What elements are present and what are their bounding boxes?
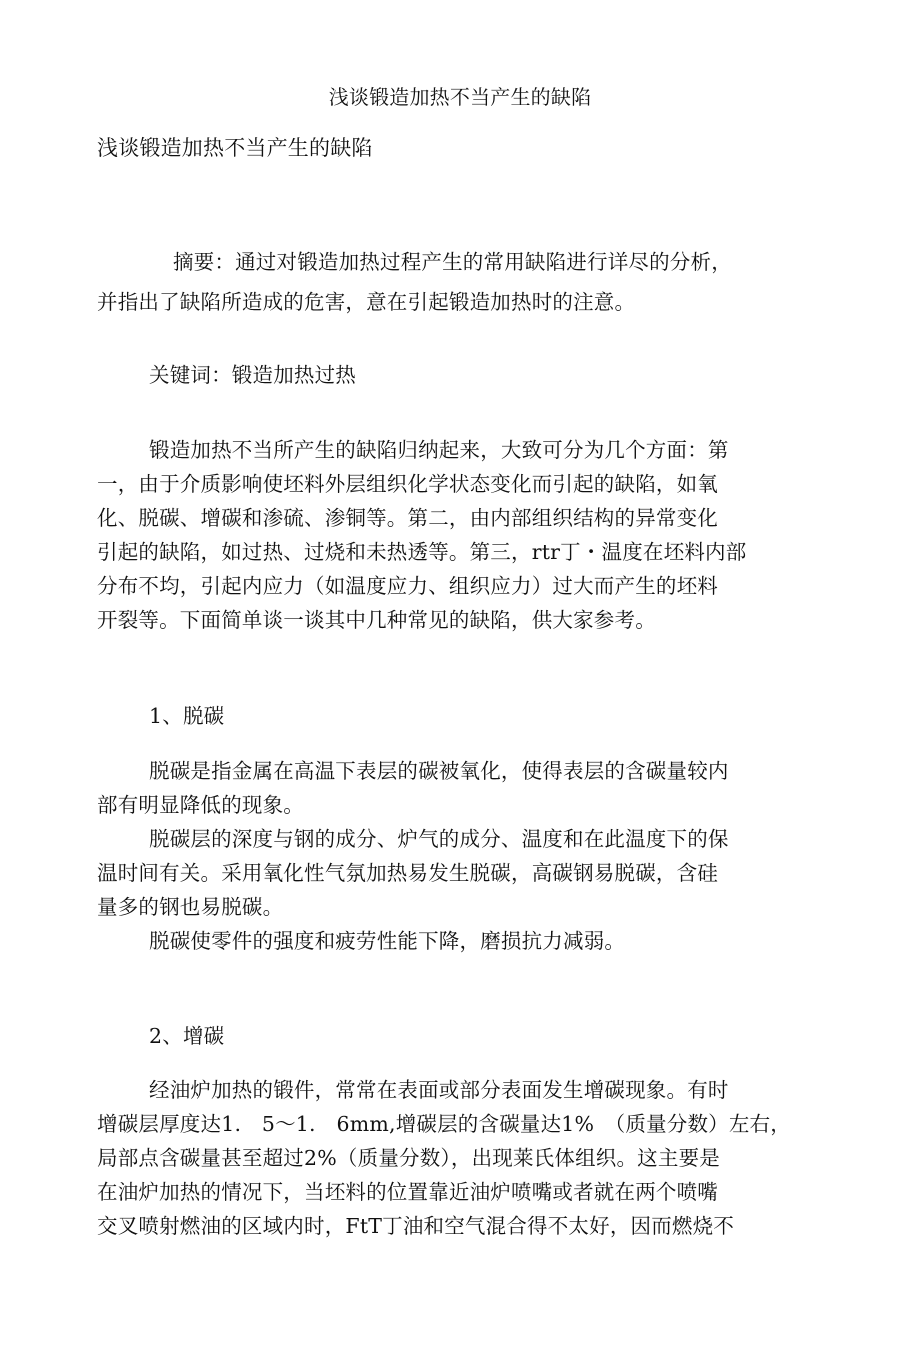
body-line: 温时间有关。采用氧化性气氛加热易发生脱碳，高碳钢易脱碳，含硅	[97, 861, 718, 885]
intro-line: 开裂等。下面简单谈一谈其中几种常见的缺陷，供大家参考。	[97, 608, 656, 632]
section2-body	[97, 1073, 791, 1243]
body-line: 部有明显降低的现象。	[97, 793, 304, 817]
abstract-line: 并指出了缺陷所造成的危害，意在引起锻造加热时的注意。	[97, 290, 636, 314]
body-line: 脱碳是指金属在高温下表层的碳被氧化，使得表层的含碳量较内	[149, 759, 729, 783]
body-line: 交叉喷射燃油的区域内时，FtT丁油和空气混合得不太好，因而燃烧不	[97, 1214, 735, 1238]
intro-line: 分布不均，引起内应力（如温度应力、组织应力）过大而产生的坯料	[97, 574, 718, 598]
body-line: 经油炉加热的锻件，常常在表面或部分表面发生增碳现象。有时	[149, 1078, 729, 1102]
intro-paragraph	[97, 433, 787, 637]
section-heading: 1、脱碳	[149, 704, 225, 728]
abstract-line: 摘要：通过对锻造加热过程产生的常用缺陷进行详尽的分析，	[173, 250, 732, 274]
keywords-line	[97, 358, 787, 392]
document-title: 浅谈锻造加热不当产生的缺陷	[328, 85, 592, 109]
section2-heading	[97, 1019, 787, 1053]
abstract-paragraph	[97, 245, 787, 319]
section-heading: 2、增碳	[149, 1024, 225, 1048]
body-line: 脱碳使零件的强度和疲劳性能下降，磨损抗力减弱。	[149, 929, 626, 953]
intro-line: 锻造加热不当所产生的缺陷归纳起来，大致可分为几个方面：第	[149, 438, 729, 462]
keywords-text: 关键词：锻造加热过热	[149, 363, 356, 387]
body-line: 脱碳层的深度与钢的成分、炉气的成分、温度和在此温度下的保	[149, 827, 729, 851]
body-line: 增碳层厚度达1. 5～1. 6mm,增碳层的含碳量达1% （质量分数）左右，	[97, 1112, 791, 1136]
section1-heading	[97, 699, 787, 733]
section1-body	[97, 754, 787, 958]
body-line: 局部点含碳量甚至超过2%（质量分数），出现莱氏体组织。这主要是	[97, 1146, 720, 1170]
body-line: 量多的钢也易脱碳。	[97, 895, 284, 919]
intro-line: 一，由于介质影响使坯料外层组织化学状态变化而引起的缺陷，如氧	[97, 472, 718, 496]
intro-line: 引起的缺陷，如过热、过烧和未热透等。第三，rtr丁・温度在坯料内部	[97, 540, 747, 564]
document-subtitle: 浅谈锻造加热不当产生的缺陷	[97, 136, 373, 160]
intro-line: 化、脱碳、增碳和渗硫、渗铜等。第二，由内部组织结构的异常变化	[97, 506, 718, 530]
body-line: 在油炉加热的情况下，当坯料的位置靠近油炉喷嘴或者就在两个喷嘴	[97, 1180, 718, 1204]
